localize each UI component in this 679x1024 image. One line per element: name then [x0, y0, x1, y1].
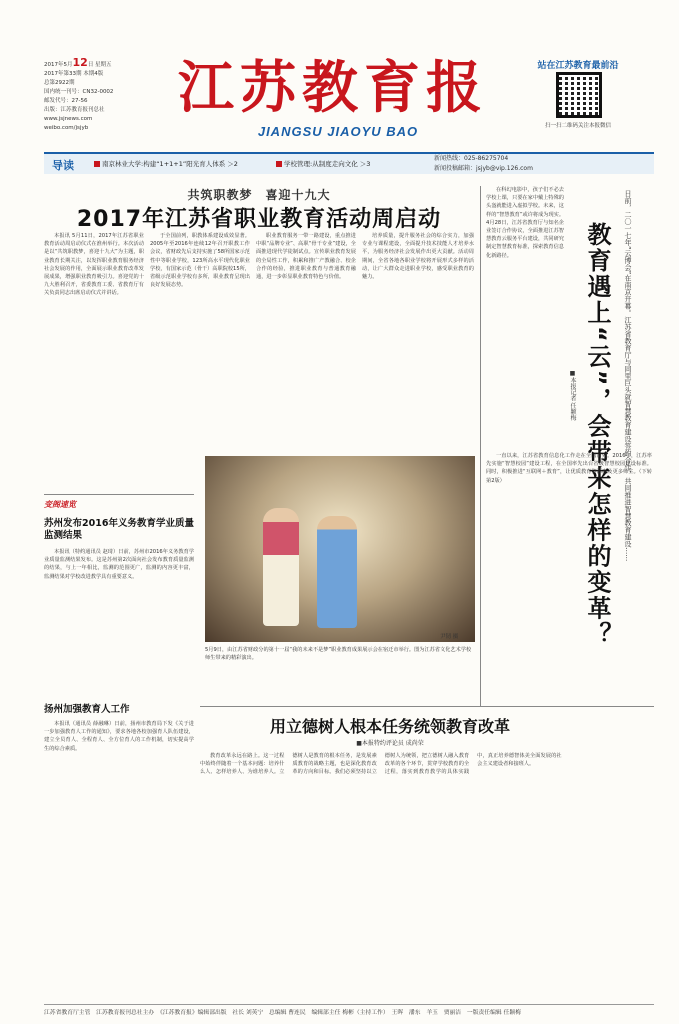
issue-line: www.jsjnews.com — [44, 116, 93, 122]
qr-caption: 扫一扫二维码关注本报微信 — [544, 123, 611, 129]
column-divider — [480, 186, 481, 706]
right-body — [486, 452, 652, 702]
issue-line: 国内统一刊号：CN32-0002 — [44, 89, 114, 95]
lead-column — [256, 232, 356, 450]
guide-item-text: 学校管理:从制度走向文化 ＞3 — [284, 160, 371, 168]
essay-byline: ■本报特约评论员 成尚荣 — [356, 740, 424, 747]
lead-paragraph: 培养质量，提升服务社会的综合实力，加强专业与课程建设，全面提升技术技能人才培养水平，为服务经济社会发展作出更大贡献。活动周期间，全省各地各职业学校将开展形式多样的活动，让广大群众走进职业学校，感受职业教育的魅力。 — [362, 233, 474, 281]
square-bullet-icon — [94, 161, 100, 167]
side-story-body — [44, 720, 194, 996]
essay-paragraph: 教育改革永远在路上。这一过程中始终伴随着一个基本问题：培养什么人、怎样培养人、为谁培养人。立德树人是教育的根本任务，是发展素质教育的战略主题，也是深化教育改革的方向和目标。我们必须坚持以立德树人为统领，把立德树人融入教育改革的各个环节，贯穿学校教育的全过程，落实到教育教学的具体实践中，真正培养德智体美全面发展的社会主义建设者和接班人。 — [200, 753, 562, 776]
side-paragraph: 本报讯（通讯员 薛融琳）日前，扬州市教育局下发《关于进一步加强教育人工作的通知》，要求各地各校加强育人队伍建设，建立全员育人、全程育人、全方位育人的工作机制，切实提高学生的综合素质。 — [44, 721, 194, 752]
essay-body — [200, 752, 654, 998]
lead-column — [362, 232, 474, 450]
guide-item[interactable] — [276, 159, 370, 168]
date-prefix: 2017年5月 — [44, 62, 73, 68]
side-paragraph: 本报讯（特约通讯员 赵琦）日前，苏州市2016年义务教育学业质量监测结果发布。这是苏州第2次面向社会发布教育质量监测的结果，与上一年相比，监测的范围更广，监测的内容更丰富，监测结果对学校改进教学具有重要意义。 — [44, 549, 194, 580]
lead-paragraph: 本报讯 5月11日，2017年江苏省职业教育活动周启动仪式在淮州举行。本次活动是以“共筑职教梦，喜迎十九大”为主题，职业教育长期关注，以发挥职业教育服务经济社会发展的作用，全面展示职业教育改革发展成果，增强职业教育吸引力。喜迎党的十九大胜利召开，省委教育工委、省教育厅有关负责同志出席启动仪式并讲话。 — [44, 233, 144, 297]
lead-kicker: 共筑职教梦 喜迎十九大 — [187, 188, 331, 202]
side-story-body — [44, 548, 194, 700]
news-hotline: 新闻热线：025-86275704 — [434, 155, 509, 162]
side-banner: 变阁速览 — [44, 500, 76, 509]
issue-line: 出版：江苏教育报刊总社 — [44, 107, 105, 113]
issue-line: weibo.com/jsjyb — [44, 125, 89, 131]
divider — [200, 706, 654, 707]
issue-line: 2017年第33期 本期4版 — [44, 71, 104, 77]
guide-bar — [44, 152, 654, 174]
issue-info — [44, 58, 154, 133]
right-paragraph: 在科幻电影中，孩子们不必去学校上课，只要在家中戴上特殊的头盔就能进入虚拟学校。未来，这样的“智慧教育”或许将成为现实。4月28日，江苏省教育厅与知名企业签订合作协议，全面推进江苏智慧教育云服务平台建设，共同研究制定智慧教育标准，探索教育信息化新路径。 — [486, 187, 564, 259]
contact-info — [434, 154, 533, 174]
performance-photo — [205, 456, 475, 642]
lead-headline: 2017年江苏省职业教育活动周启动 — [76, 207, 442, 232]
news-email: 新闻投稿邮箱：jsjyb@vip.126.com — [434, 165, 533, 172]
lead-paragraph: 于全国前列，职教体系建设成效显著。2005年至2016年连续12年召开职教工作会议，省财政先后支持实施了58所国家示范性中等职业学校，123所高水平现代化职业学校，有国家示范（骨干）高职院校15所，省级示范职业学校有多所，职业教育呈现出良好发展态势。 — [150, 233, 250, 289]
masthead — [168, 56, 498, 146]
guide-item-text: 南京林业大学:构建“1+1+1”阳光育人体系 ＞2 — [102, 160, 238, 168]
newspaper-pinyin: JIANGSU JIAOYU BAO — [257, 124, 419, 139]
lead-column — [150, 232, 250, 450]
right-headline: 教育遇上“云”，会带来怎样的变革？ — [583, 222, 611, 648]
essay-headline: 用立德树人根本任务统领教育改革 — [269, 717, 510, 736]
performer-figure — [317, 516, 357, 628]
qr-area — [508, 58, 648, 148]
guide-item[interactable] — [94, 159, 238, 168]
divider — [44, 494, 194, 495]
date-suffix: 日 星期五 — [87, 62, 112, 68]
issue-line: 总第2922期 — [44, 80, 75, 86]
performer-figure — [263, 508, 299, 626]
square-bullet-icon — [276, 161, 282, 167]
page-footer: 江苏省教育厅主管 江苏教育报刊总社主办 《江苏教育报》编辑部出版 社长 刘英宁 总编辑 曹连民 编辑部主任 梅彬（主持工作） 王晖 潘东 羊玉 贾丽洁 一版责任编辑 任颖梅 — [44, 1004, 654, 1016]
guide-label: 导读 — [52, 159, 74, 172]
qr-code-icon — [556, 72, 602, 118]
slogan: 站在江苏教育最前沿 — [537, 61, 619, 71]
photo-caption: 5月9日，由江苏省财政分的第十一届“我的未来不是梦”职业教育成果展示会在宿迁市举行。图为江苏省文化艺术学校师生带来的精彩演出。 — [205, 647, 472, 661]
side-story-headline: 苏州发布2016年义务教育学业质量监测结果 — [44, 518, 194, 541]
right-byline: ■本报记者 任颖梅 — [569, 370, 576, 421]
date-day: 12 — [72, 56, 88, 69]
issue-line: 邮发代号：27-56 — [44, 98, 88, 104]
side-story-headline: 扬州加强教育人工作 — [44, 704, 130, 715]
newspaper-title: 江苏教育报 — [178, 55, 488, 121]
photo-credit: 尹韧 摄 — [440, 634, 459, 640]
lead-column — [44, 232, 144, 492]
lead-paragraph: 职业教育服务一带一路建设，重点推进中职“品牌专业”、高职“骨干专业”建设，全面推进现代学徒制试点。宣传职业教育发展的全局性工作，积累和推广产教融合、校企合作的经验，推进职业教育与普通教育融通，进一步彰显职业教育特色与价值。 — [256, 233, 356, 281]
right-body — [486, 186, 564, 448]
right-paragraph: 一直以来，江苏省教育信息化工作走在全国前列。2016年，江苏率先实施“智慧校园”建设工程，在全国率先出台省级智慧校园建设标准。同时，积极推进“互联网＋教育”，让优质教育资源惠及更多师生。（下转第2版） — [486, 453, 652, 484]
right-kicker: 日前，二〇一七年“云博会”在南京开幕。江苏省教育厅与同里巨头就智慧教育建设签约合作，共同推进智慧教育建设…… — [624, 190, 632, 562]
